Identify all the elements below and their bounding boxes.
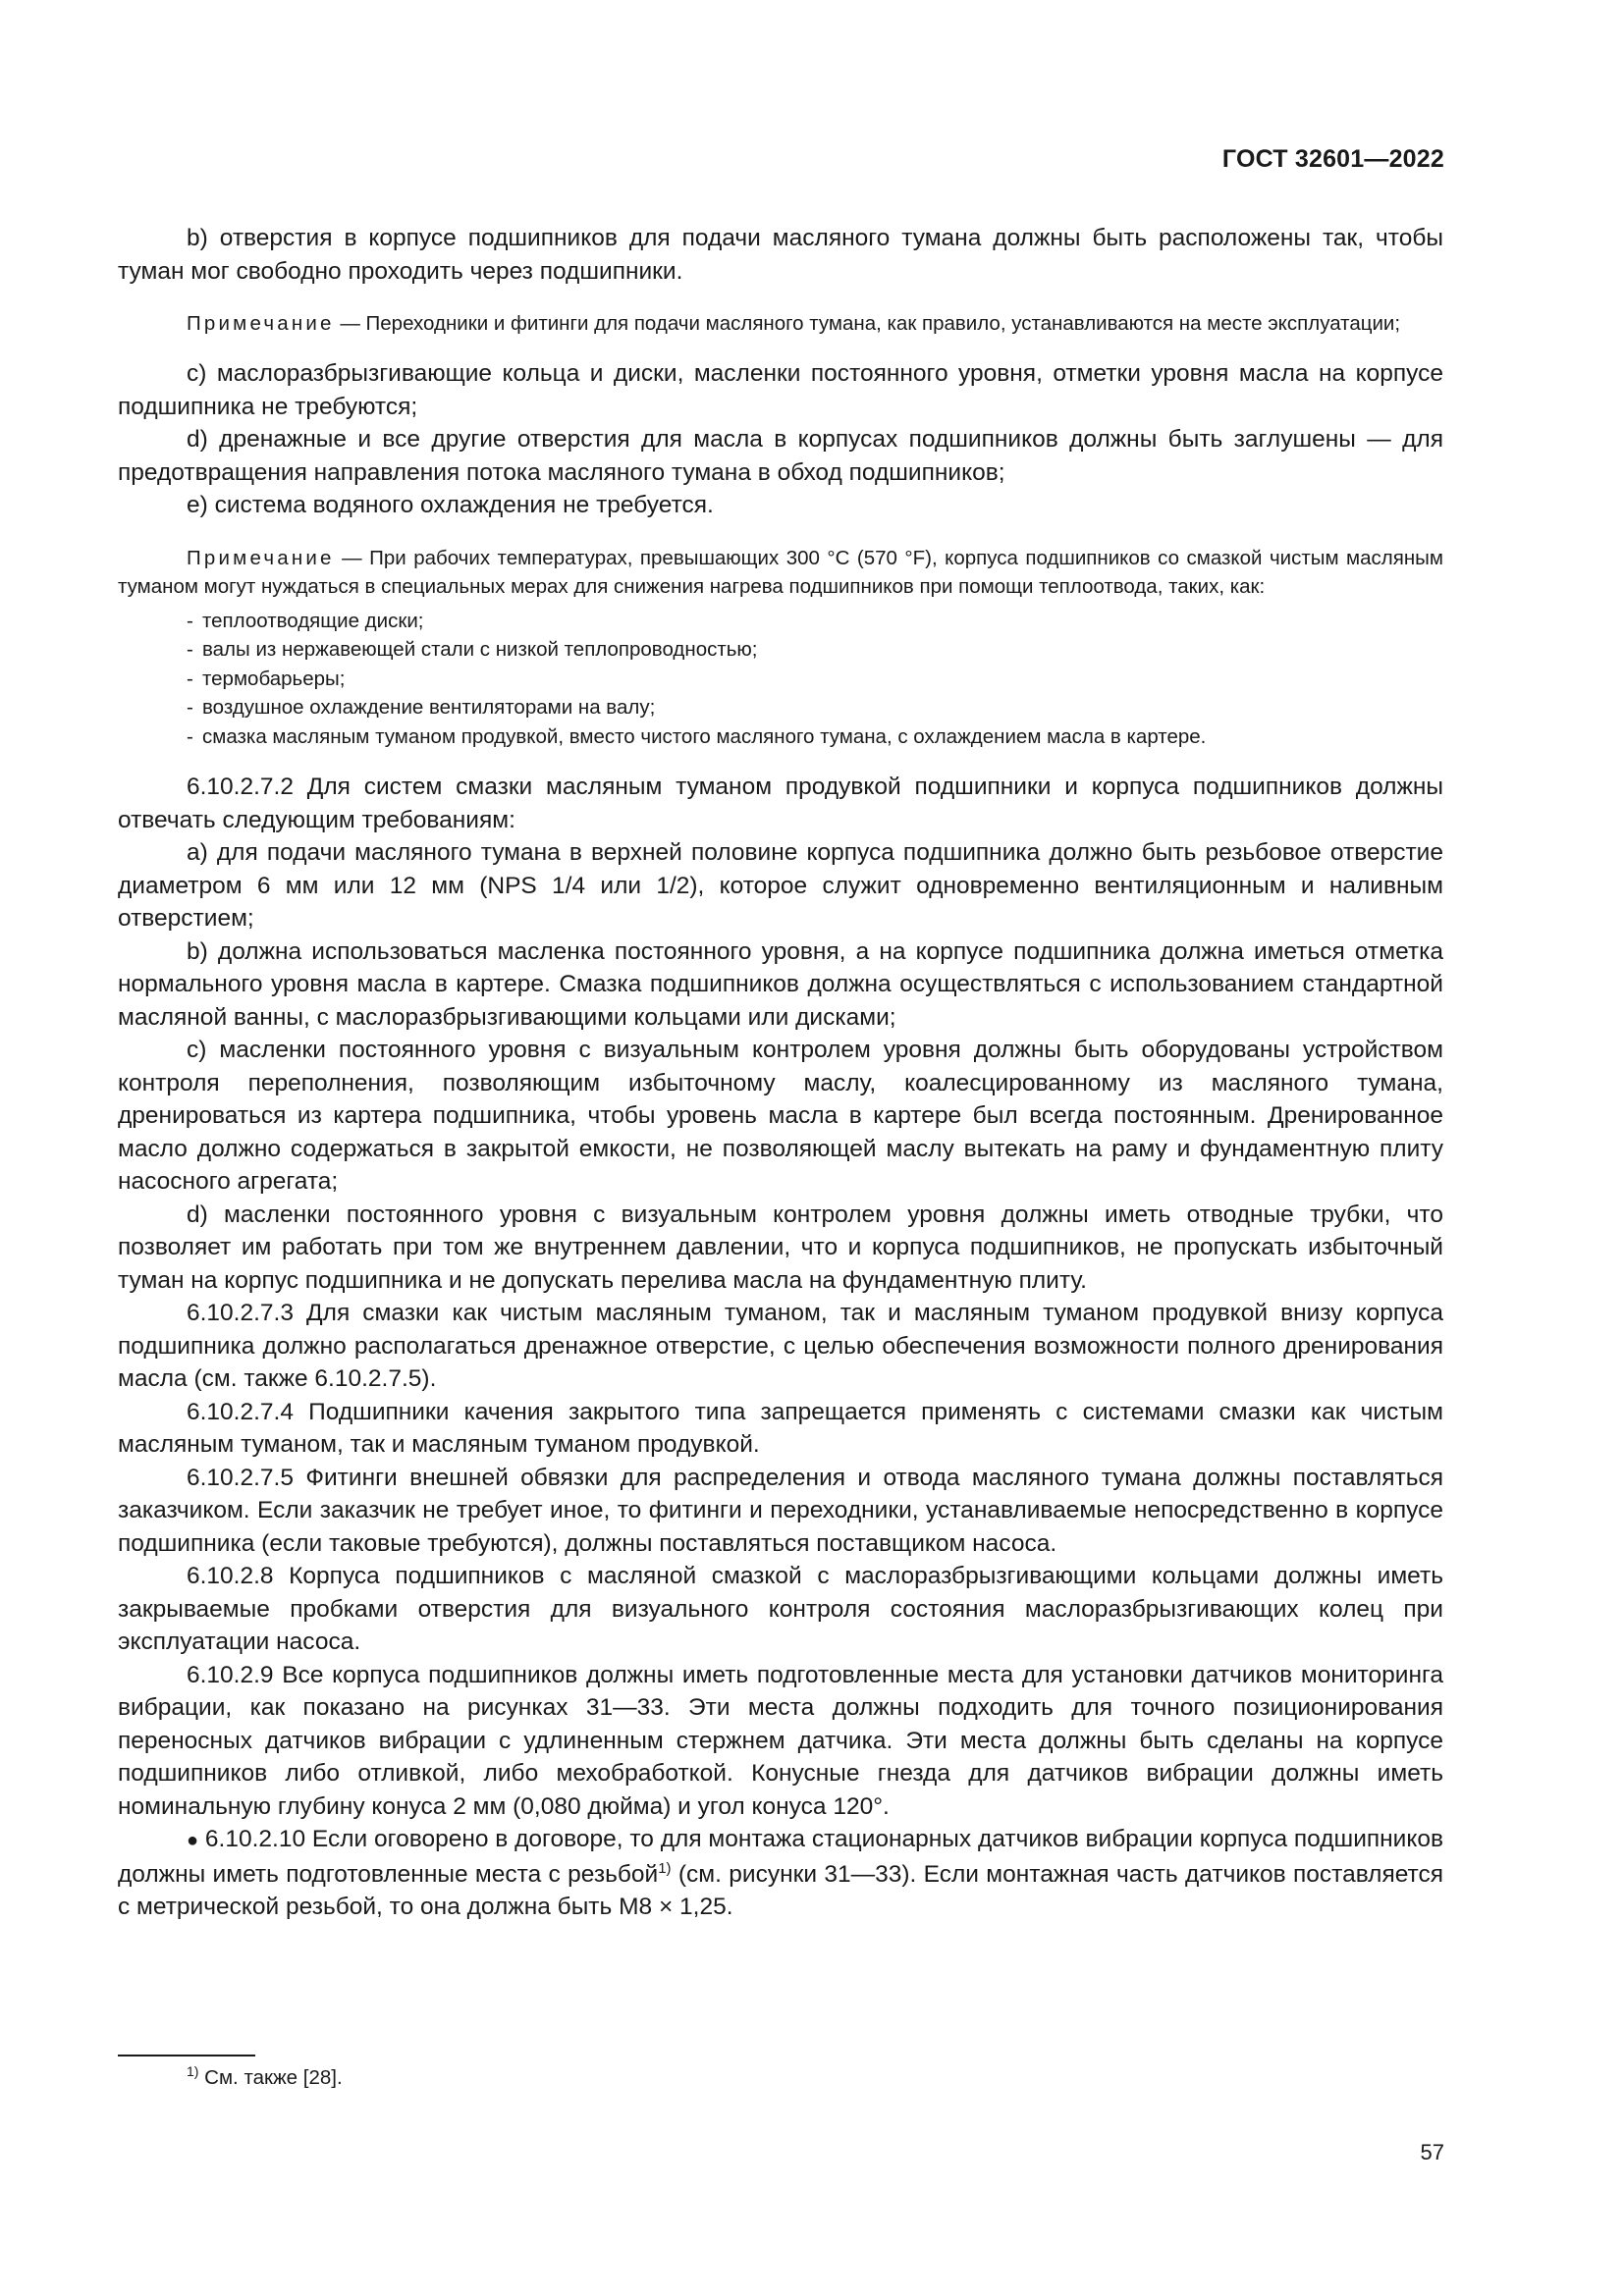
paragraph-a-thread-hole: a) для подачи масляного тумана в верхней половине корпуса подшипника должно быть резьбовое отверстие диаметром 6 мм или 12 мм (NPS 1/4 или 1/2), которое служит одновременно вентиляционным и наливным отверстием; (118, 839, 1443, 932)
measures-list (187, 607, 1443, 752)
footnote-text: См. также [28]. (198, 2066, 343, 2089)
paragraph-e-cooling: e) система водяного охлаждения не требуется. (187, 492, 714, 518)
note-fittings (118, 309, 1443, 338)
bullet-icon: ● (187, 1830, 199, 1851)
paragraph-b-oiler: b) должна использоваться масленка постоянного уровня, а на корпусе подшипника должна иметься отметка нормального уровня масла в картере. Смазка подшипников должна осуществляться с использованием стандартной масляной ванны, с маслоразбрызгивающими кольцами или дисками; (118, 937, 1443, 1031)
paragraph-6-10-2-7-4: 6.10.2.7.4 Подшипники качения закрытого типа запрещается применять с системами смазки как чистым масляным туманом, так и масляным туманом продувкой. (118, 1398, 1443, 1458)
paragraph-6-10-2-10: ● 6.10.2.10 Если оговорено в договоре, то для монтажа стационарных датчиков вибрации корпуса подшипников должны иметь подготовленные места с резьбой$^{1)}$ (см. рисунки 31—33). Если монтажная часть датчиков поставляется с метрической резьбой, то она должна быть M8 × 1,25. (118, 1826, 1443, 1920)
list-item: - теплоотводящие диски; (187, 609, 424, 632)
document-body (118, 222, 1443, 1924)
list-item: - термобарьеры; (187, 667, 346, 690)
footnote-divider (118, 2055, 255, 2056)
note-label: Примечание (187, 546, 335, 569)
list-item: - смазка масляным туманом продувкой, вместо чистого масляного тумана, с охлаждением масла в картере. (187, 724, 1207, 748)
paragraph-6-10-2-7-3: 6.10.2.7.3 Для смазки как чистым масляным туманом, так и масляным туманом продувкой внизу корпуса подшипника должно располагаться дренажное отверстие, с целью обеспечения возможности полного дренирования масла (см. также 6.10.2.7.5). (118, 1300, 1443, 1392)
paragraph-d-vent-tubes: d) масленки постоянного уровня с визуальным контролем уровня должны иметь отводные трубки, что позволяет им работать при том же внутреннем давлении, что и корпуса подшипников, не пропускать избыточный туман на корпус подшипника и не допускать перелива масла на фундаментную плиту. (118, 1201, 1443, 1294)
note-text: — Переходники и фитинги для подачи масляного тумана, как правило, устанавливаются на месте эксплуатации; (334, 312, 1401, 335)
document-code: ГОСТ 32601—2022 (1221, 145, 1444, 173)
paragraph-6-10-2-7-2: 6.10.2.7.2 Для систем смазки масляным туманом продувкой подшипники и корпуса подшипников должны отвечать следующим требованиям: (118, 774, 1443, 833)
paragraph-6-10-2-9: 6.10.2.9 Все корпуса подшипников должны иметь подготовленные места для установки датчиков мониторинга вибрации, как показано на рисунках 31—33. Эти места должны подходить для точного позиционирования переносных датчиков вибрации с удлиненным стержнем датчика. Эти места должны быть сделаны на корпусе подшипников либо отливкой, либо мехобработкой. Конусные гнезда для датчиков вибрации должны иметь номинальную глубину конуса 2 мм (0,080 дюйма) и угол конуса 120°. (118, 1661, 1443, 1820)
page-number: 57 (1420, 2140, 1444, 2164)
note-text: — При рабочих температурах, превышающих 300 °C (570 °F), корпуса подшипников со смазкой чистым масляным туманом могут нуждаться в специальных мерах для снижения нагрева подшипников при помощи теплоотвода, таких, как: (118, 546, 1443, 598)
footnote (187, 2063, 343, 2090)
paragraph-d-drain: d) дренажные и все другие отверстия для масла в корпусах подшипников должны быть заглушены — для предотвращения направления потока масляного тумана в обход подшипников; (118, 426, 1443, 486)
paragraph-c-rings: c) маслоразбрызгивающие кольца и диски, масленки постоянного уровня, отметки уровня масла на корпусе подшипника не требуются; (118, 360, 1443, 420)
list-item: - воздушное охлаждение вентиляторами на валу; (187, 696, 656, 719)
footnote-ref[interactable]: 1) (658, 1859, 672, 1877)
paragraph-b-mist-holes: b) отверстия в корпусе подшипников для подачи масляного тумана должны быть расположены так, чтобы туман мог свободно проходить через подшипники. (118, 225, 1443, 285)
footnote-marker: 1) (187, 2063, 199, 2080)
list-item: - валы из нержавеющей стали с низкой теплопроводностью; (187, 638, 758, 661)
note-label: Примечание (187, 312, 335, 335)
note-temperatures (118, 544, 1443, 601)
paragraph-6-10-2-7-5: 6.10.2.7.5 Фитинги внешней обвязки для распределения и отвода масляного тумана должны поставляться заказчиком. Если заказчик не требует иное, то фитинги и переходники, устанавливаемые непосредственно в корпусе подшипника (если таковые требуются), должны поставляться поставщиком насоса. (118, 1464, 1443, 1557)
paragraph-c-overflow: c) масленки постоянного уровня с визуальным контролем уровня должны быть оборудованы устройством контроля переполнения, позволяющим избыточному маслу, коалесцированному из масляного тумана, дренироваться из картера подшипника, чтобы уровень масла в картере был всегда постоянным. Дренированное масло должно содержаться в закрытой емкости, не позволяющей маслу вытекать на раму и фундаментную плиту насосного агрегата; (118, 1037, 1443, 1195)
paragraph-6-10-2-8: 6.10.2.8 Корпуса подшипников с масляной смазкой с маслоразбрызгивающими кольцами должны иметь закрываемые пробками отверстия для визуального контроля состояния маслоразбрызгивающих колец при эксплуатации насоса. (118, 1563, 1443, 1655)
